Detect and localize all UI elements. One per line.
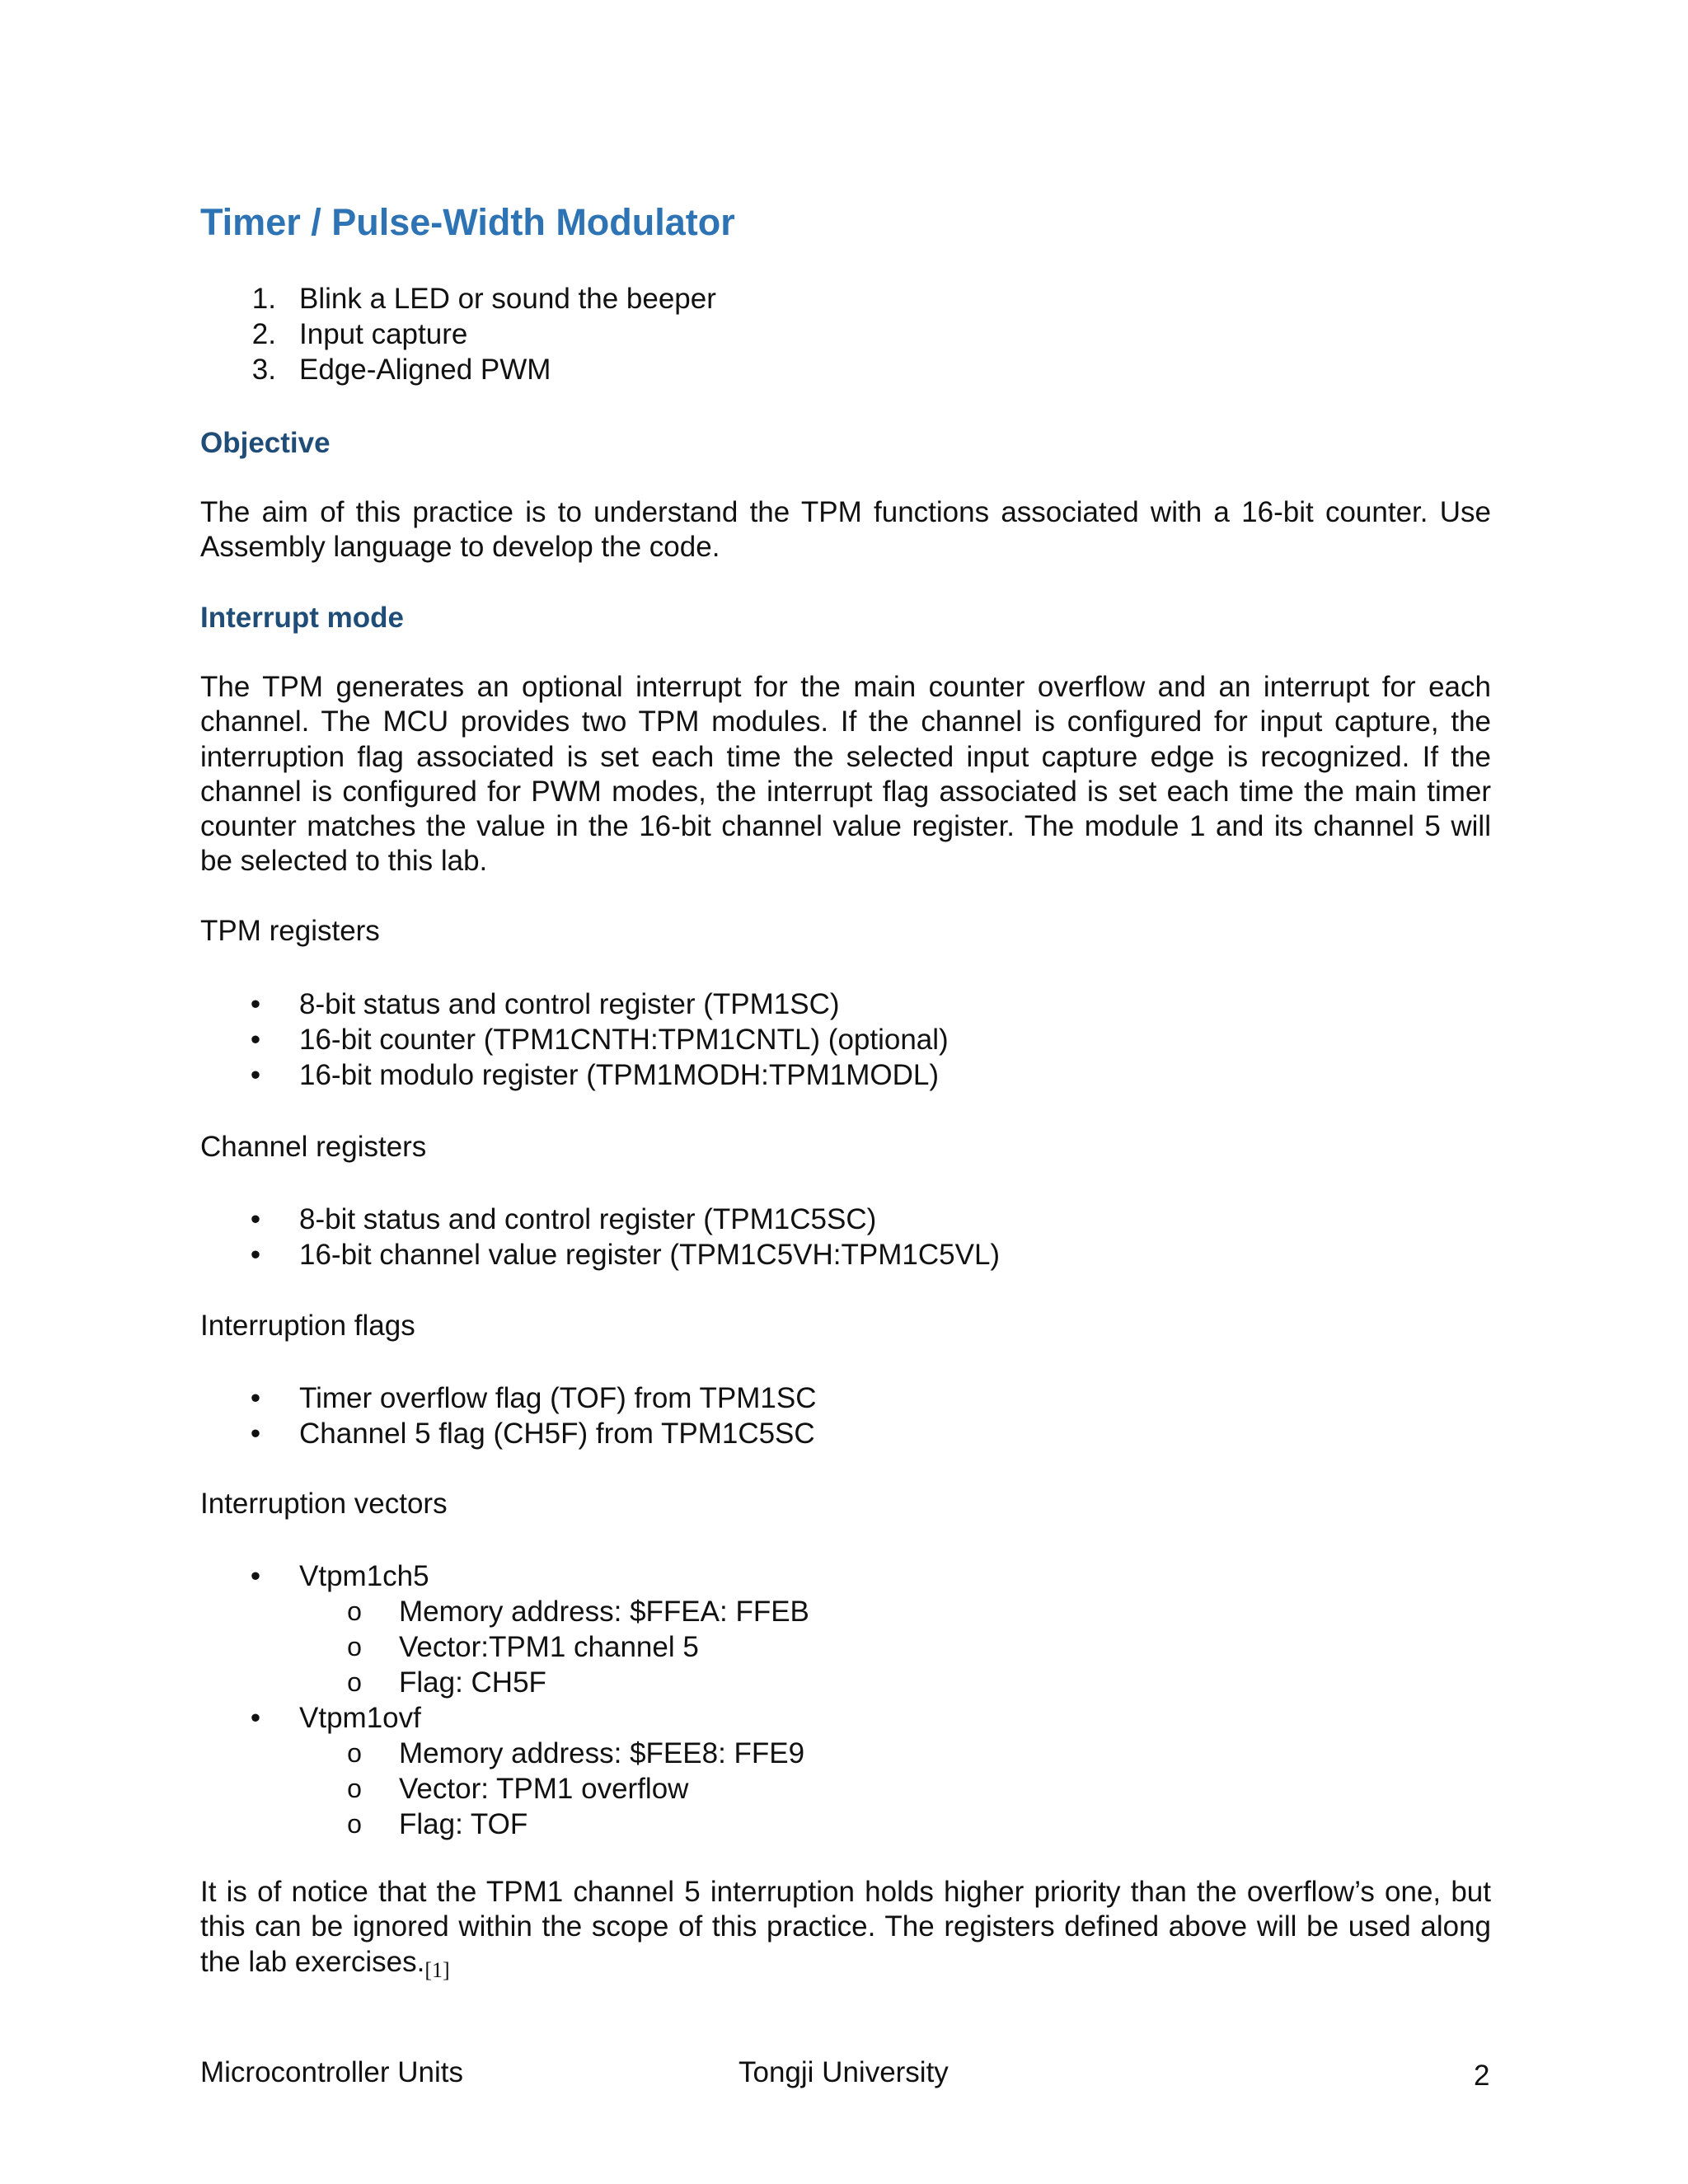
bullet-icon: •	[250, 1560, 261, 1592]
list-item-text: Channel 5 flag (CH5F) from TPM1C5SC	[299, 1418, 815, 1450]
vector-name: Vtpm1ch5	[299, 1560, 429, 1592]
reference-marker: [1]	[424, 1957, 450, 1982]
vector-name: Vtpm1ovf	[299, 1702, 421, 1734]
vector-detail: Vector:TPM1 channel 5	[399, 1631, 699, 1663]
page-number: 2	[1474, 2060, 1490, 2092]
channel-registers-label: Channel registers	[200, 1131, 427, 1163]
list-item-text: 8-bit status and control register (TPM1C5SC)	[299, 1203, 877, 1235]
bullet-icon: •	[250, 1059, 261, 1091]
footer-university: Tongji University	[738, 2056, 949, 2088]
interrupt-mode-paragraph: The TPM generates an optional interrupt for the main counter overflow and an interrupt for each channel. The MCU provides two TPM modules. If the channel is configured for input capture, the interruption flag associated is set each time the selected input capture edge is recognized. If the channel is configured for PWM modes, the interrupt flag associated is set each time the main timer counter matches the value in the 16-bit channel value register. The module 1 and its channel 5 will be selected to this lab.	[200, 671, 1491, 878]
bullet-icon: •	[250, 1702, 261, 1734]
list-item-text: Input capture	[299, 318, 468, 350]
page-title: Timer / Pulse-Width Modulator	[200, 201, 735, 243]
list-item-text: 8-bit status and control register (TPM1SC)	[299, 988, 840, 1020]
interrupt-mode-heading: Interrupt mode	[200, 602, 404, 634]
vector-detail: Flag: CH5F	[399, 1666, 546, 1699]
circle-bullet-icon: o	[347, 1774, 362, 1803]
interruption-vectors-label: Interruption vectors	[200, 1488, 448, 1520]
tpm-registers-label: TPM registers	[200, 915, 380, 947]
list-item-text: 16-bit modulo register (TPM1MODH:TPM1MODL)	[299, 1059, 939, 1091]
vector-detail: Vector: TPM1 overflow	[399, 1773, 689, 1805]
objective-heading: Objective	[200, 427, 331, 459]
vector-detail: Memory address: $FFEA: FFEB	[399, 1596, 809, 1628]
vector-detail: Memory address: $FEE8: FFE9	[399, 1737, 805, 1769]
closing-paragraph	[200, 1875, 1491, 1988]
list-item-text: Edge-Aligned PWM	[299, 354, 551, 386]
closing-text: It is of notice that the TPM1 channel 5 interruption holds higher priority than the overflow’s one, but this can be ignored within the scope of this practice. The registers defined above will be used along the lab exercises.	[200, 1876, 1491, 1978]
bullet-icon: •	[250, 1239, 261, 1271]
objective-paragraph: The aim of this practice is to understand the TPM functions associated with a 16-bit counter. Use Assembly language to develop the code.	[200, 496, 1491, 564]
bullet-icon: •	[250, 1024, 261, 1056]
list-number: 3.	[251, 354, 276, 386]
circle-bullet-icon: o	[347, 1667, 362, 1697]
circle-bullet-icon: o	[347, 1596, 362, 1626]
circle-bullet-icon: o	[347, 1632, 362, 1661]
list-item-text: Timer overflow flag (TOF) from TPM1SC	[299, 1382, 817, 1414]
bullet-icon: •	[250, 988, 261, 1020]
list-item-text: 16-bit counter (TPM1CNTH:TPM1CNTL) (optional)	[299, 1024, 949, 1056]
bullet-icon: •	[250, 1382, 261, 1414]
list-item-text: 16-bit channel value register (TPM1C5VH:TPM1C5VL)	[299, 1239, 1001, 1271]
list-item-text: Blink a LED or sound the beeper	[299, 283, 716, 315]
bullet-icon: •	[250, 1418, 261, 1450]
circle-bullet-icon: o	[347, 1738, 362, 1768]
list-number: 1.	[251, 283, 276, 315]
list-number: 2.	[251, 318, 276, 350]
interruption-flags-label: Interruption flags	[200, 1310, 415, 1342]
vector-detail: Flag: TOF	[399, 1808, 528, 1840]
footer-course-name: Microcontroller Units	[200, 2056, 463, 2088]
circle-bullet-icon: o	[347, 1809, 362, 1839]
bullet-icon: •	[250, 1203, 261, 1235]
